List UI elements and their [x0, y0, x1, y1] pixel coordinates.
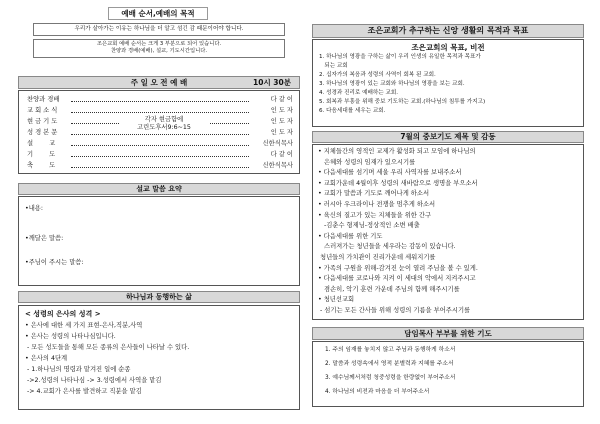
prayer-item: 청년들의 가치관이 진리가운데 세워지기를 [318, 253, 436, 261]
prayer-item: • 다음세대를 위한 기도 [318, 232, 383, 240]
walk-line: • 은사는 성령의 나타나심입니다. [25, 332, 116, 340]
purpose-main-box [33, 23, 285, 36]
purpose-note-box [33, 39, 285, 58]
pastor-item: 2. 말씀과 성령속에서 영적 분별력과 지혜를 주소서 [325, 361, 454, 367]
service-center-notes [119, 116, 209, 132]
service-row [27, 149, 293, 160]
walk-line: - 1.하나님의 명령과 맡겨진 일에 순종 [25, 365, 131, 373]
prayer-header [312, 131, 584, 143]
service-row [27, 94, 293, 105]
walk-line: -> 4.교회가 은사를 발견하고 직분을 맡김 [25, 387, 142, 395]
prayer-item: • 청년선교회 [318, 296, 355, 304]
service-row-label: 교 회 소 식 [27, 106, 58, 114]
walk-header [18, 291, 300, 303]
sermon-field-realized: •깨달은 말씀: [25, 235, 64, 242]
goal-item: 5. 회복과 부흥을 위해 중보 기도하는 교회.(하나님의 침투를 가지고) [319, 99, 486, 106]
prayer-item: 스러져가는 청년들을 세우라는 감동이 있습니다. [318, 243, 456, 251]
prayer-box [312, 144, 584, 320]
service-time: 10시 30분 [253, 78, 291, 87]
service-row-label: 현 금 기 도 [27, 117, 58, 125]
walk-line: ->2.성령의 나타나심 -> 3.성령에서 사역을 맡김 [25, 376, 162, 384]
service-row-label: 기 도 [27, 150, 56, 158]
service-row-who: 인 도 자 [270, 106, 293, 114]
prayer-item: • 교회가운데 4월이후 성령의 새바람으로 생명을 부으소서 [318, 179, 478, 187]
pastor-item: 4. 하나님의 비전과 마음을 더 부어주소서 [325, 389, 430, 395]
walk-line: • 은사의 4단계 [25, 354, 68, 362]
offering-note: 각자 현금함에 [144, 116, 184, 123]
sermon-header [18, 183, 300, 195]
walk-title: 하나님과 동행하는 삶 [126, 293, 192, 301]
walk-line: - 모든 성도들을 통해 모든 종류의 은사들이 나타날 수 있다. [25, 343, 190, 351]
service-row-who: 신한식목사 [262, 139, 293, 147]
purpose-note-line-2: 찬양과 경배(예배), 설교, 기도시간입니다. [110, 47, 208, 54]
service-row-label: 찬양과 경배 [27, 95, 60, 103]
goal-item: 되는 교회 [319, 63, 348, 70]
service-order-box [18, 90, 300, 174]
service-row [27, 160, 293, 171]
service-title: 주 일 오 전 예 배 [130, 78, 188, 87]
sermon-note-box [18, 196, 300, 286]
prayer-item: • 다음세대를 코로나와 지켜 이 세대의 악에서 지켜주시고 [318, 275, 476, 283]
prayer-item: • 다음세대를 섬기며 세울 우리 사역자를 보내주소서 [318, 169, 462, 177]
prayer-item: • 가족의 구원을 위해-감겨진 눈이 열려 주님을 볼 수 있게. [318, 264, 478, 272]
service-row-who: 인 도 자 [270, 128, 293, 136]
goal-item: 2. 십자가의 복음과 성령의 사역이 회복 된 교회. [319, 72, 436, 79]
prayer-item: • 지체들간의 영적인 교제가 활성화 되고 모임에 하나님의 [318, 148, 476, 155]
service-row [27, 138, 293, 149]
service-row-label: 성 경 본 문 [27, 128, 58, 136]
pastor-item: 3. 예수님께서처럼 청중성령을 한량없이 부어주소서 [325, 375, 456, 381]
purpose-title: 예배 순서,예배의 목적 [121, 9, 195, 18]
prayer-item: 겸손히, 악기 훈련 가운데 주님의 함께 해주시기를 [318, 285, 460, 293]
sermon-title: 설교 말씀 요약 [136, 185, 182, 193]
scripture-reference: 고린도후서9:6~15 [137, 123, 191, 131]
goal-box [312, 39, 584, 127]
pastor-item: 1. 주의 임재를 놓치지 않고 주님과 동행하게 하소서 [325, 347, 456, 353]
goal-item: 1. 하나님의 영광을 구하는 삶이 우리 인생의 유일한 목적과 목표가 [319, 54, 481, 61]
service-row-who: 다 같 이 [270, 150, 293, 158]
purpose-header [108, 7, 208, 20]
walk-line: • 은사에 대한 세 가지 표현-은사,직분,사역 [25, 321, 143, 329]
goal-item: 3. 하나님의 영광이 있는 교회와 하나님의 영광을 보는 교회. [319, 81, 465, 88]
walk-box [18, 305, 300, 410]
goal-header [312, 24, 584, 38]
goal-title: 조은교회가 추구하는 신앙 생활의 목적과 목표 [367, 26, 529, 35]
prayer-item: • 러시아 우크라이나 전쟁을 멈추게 하소서 [318, 200, 436, 208]
prayer-title: 7월의 중보기도 제목 및 감동 [400, 132, 496, 141]
prayer-item: -김춘수 형제님-정상적인 소변 배출 [318, 222, 420, 230]
sermon-field-content: •내용: [25, 205, 44, 212]
prayer-item: • 육신의 질고가 있는 지체들을 위한 간구 [318, 211, 432, 219]
service-row-label: 설 교 [27, 139, 56, 147]
service-row-who: 인 도 자 [270, 117, 293, 125]
gift-subtitle: < 성령의 은사의 성격 > [25, 310, 101, 318]
service-header [18, 76, 300, 89]
goal-item: 6. 다음세대를 세우는 교회. [319, 108, 386, 115]
service-row-who: 신한식목사 [262, 161, 293, 169]
sermon-field-given: •주님이 주시는 말씀: [25, 259, 84, 266]
purpose-note-line-1: 조은교회 예배 순서는 크게 3 부분으로 되어 있습니다. [96, 41, 222, 47]
purpose-main-line: 우리가 살아가는 이유는 하나님을 더 알고 섬긴 감 때문이어야 합니다. [74, 26, 244, 32]
service-row [27, 105, 293, 116]
pastor-title: 담임목사 부부를 위한 기도 [404, 329, 492, 338]
pastor-header [312, 327, 584, 340]
prayer-item: • 교회가 말씀과 기도로 깨어나게 하소서 [318, 190, 430, 198]
prayer-item: - 섬기는 모든 간사들 위해 성령의 기름을 부어주시기를 [318, 306, 471, 314]
goal-item: 4. 성경과 진리로 예배하는 교회. [319, 90, 399, 97]
service-row-label: 축 도 [27, 161, 56, 169]
goal-subtitle: 조은교회의 목표, 비전 [411, 43, 485, 52]
service-row-who: 다 같 이 [270, 95, 293, 103]
pastor-box [312, 341, 584, 407]
prayer-item: 은혜와 성령의 임재가 있으시기를 [318, 158, 416, 166]
